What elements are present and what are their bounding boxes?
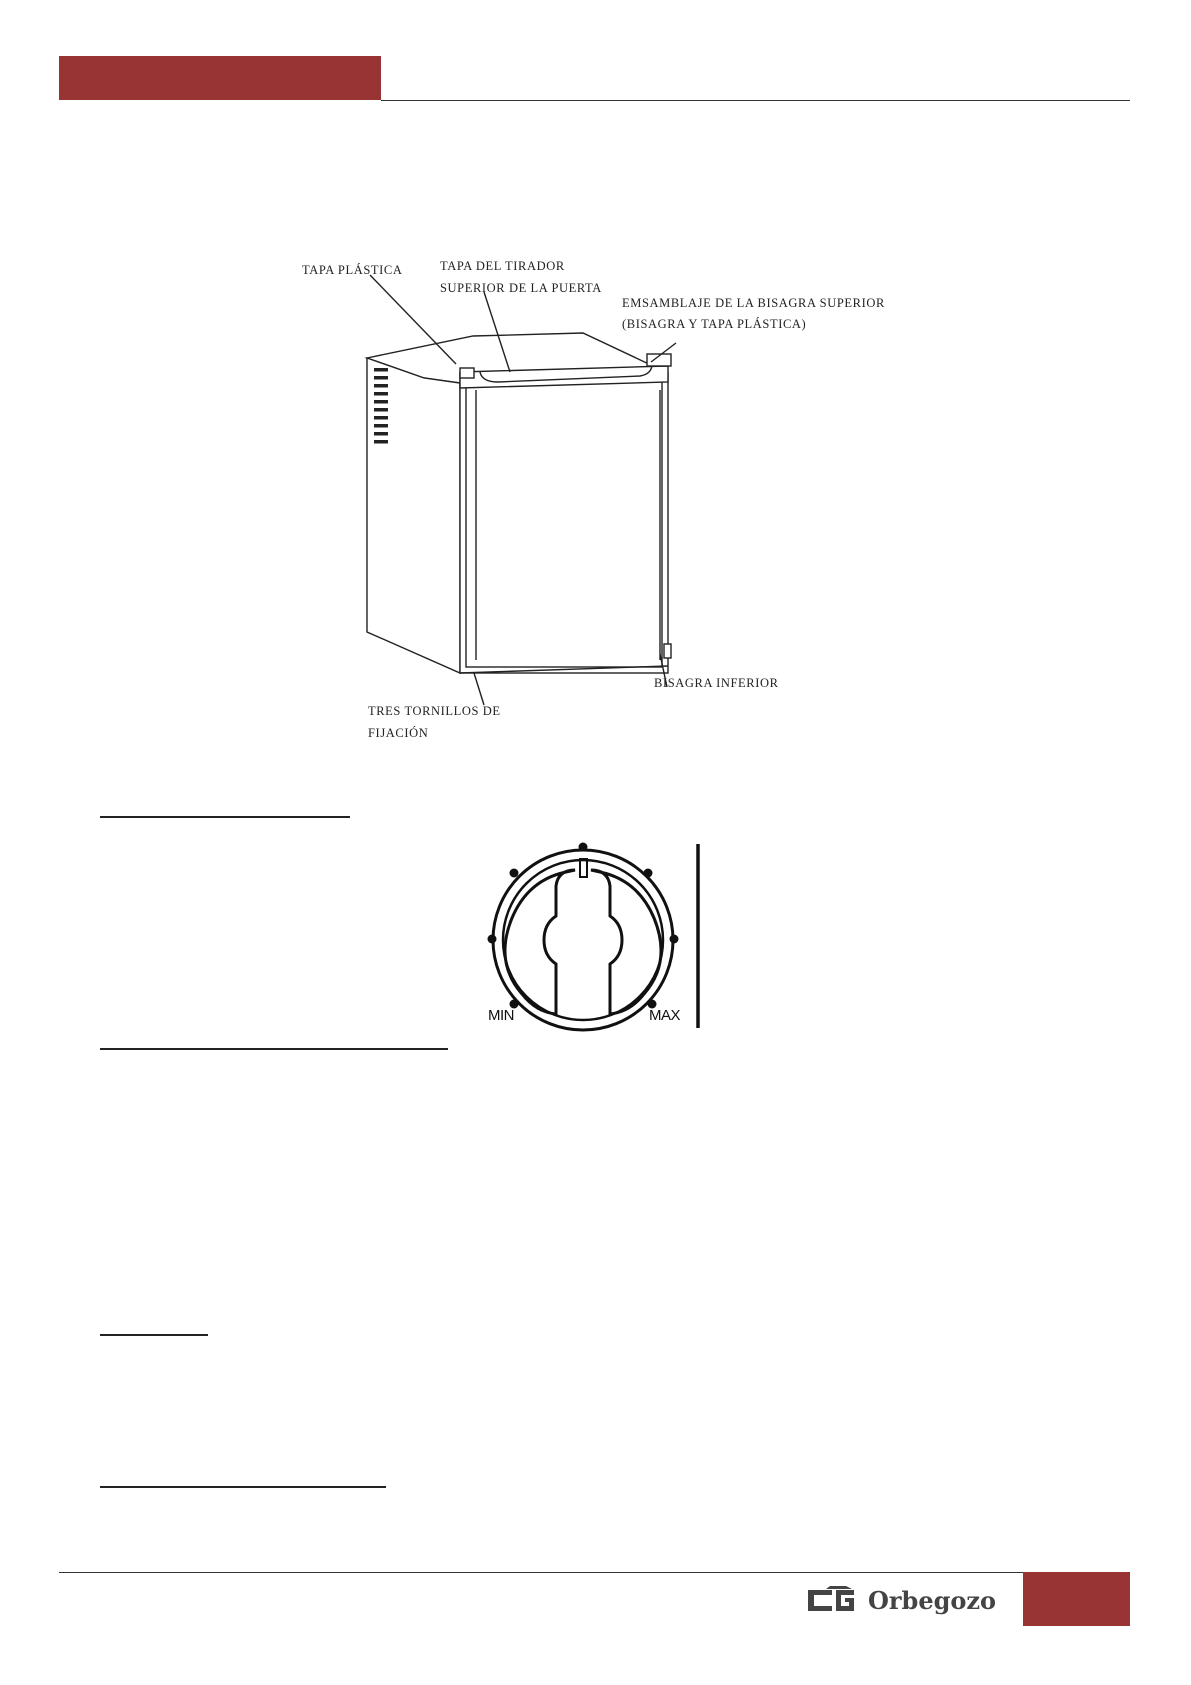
footer-accent-bar xyxy=(1023,1572,1130,1626)
heading-underline-2 xyxy=(100,1048,448,1050)
orbegozo-logo xyxy=(808,1584,1008,1616)
label-tapa-tirador-line2: SUPERIOR DE LA PUERTA xyxy=(440,281,602,295)
heading-underline-4 xyxy=(100,1486,386,1488)
dial-min-label: MIN xyxy=(488,1007,514,1024)
footer-rule xyxy=(59,1572,1023,1573)
header-accent-bar xyxy=(59,56,381,100)
logo-wordmark: Orbegozo xyxy=(868,1586,997,1615)
label-bisagra-superior-line2: (BISAGRA Y TAPA PLÁSTICA) xyxy=(622,317,807,331)
label-tapa-plastica: TAPA PLÁSTICA xyxy=(302,263,403,277)
label-tapa-tirador-line1: TAPA DEL TIRADOR xyxy=(440,259,565,273)
label-bisagra-inferior: BISAGRA INFERIOR xyxy=(654,676,779,690)
header-rule xyxy=(381,100,1130,101)
label-tornillos-line1: TRES TORNILLOS DE xyxy=(368,704,501,718)
dial-max-label: MAX xyxy=(649,1007,681,1024)
label-tornillos-line2: FIJACIÓN xyxy=(368,726,429,740)
heading-underline-1 xyxy=(100,816,350,818)
thermostat-dial xyxy=(470,838,710,1034)
label-bisagra-superior-line1: EMSAMBLAJE DE LA BISAGRA SUPERIOR xyxy=(622,296,885,310)
heading-underline-3 xyxy=(100,1334,208,1336)
fridge-illustration xyxy=(300,250,900,760)
